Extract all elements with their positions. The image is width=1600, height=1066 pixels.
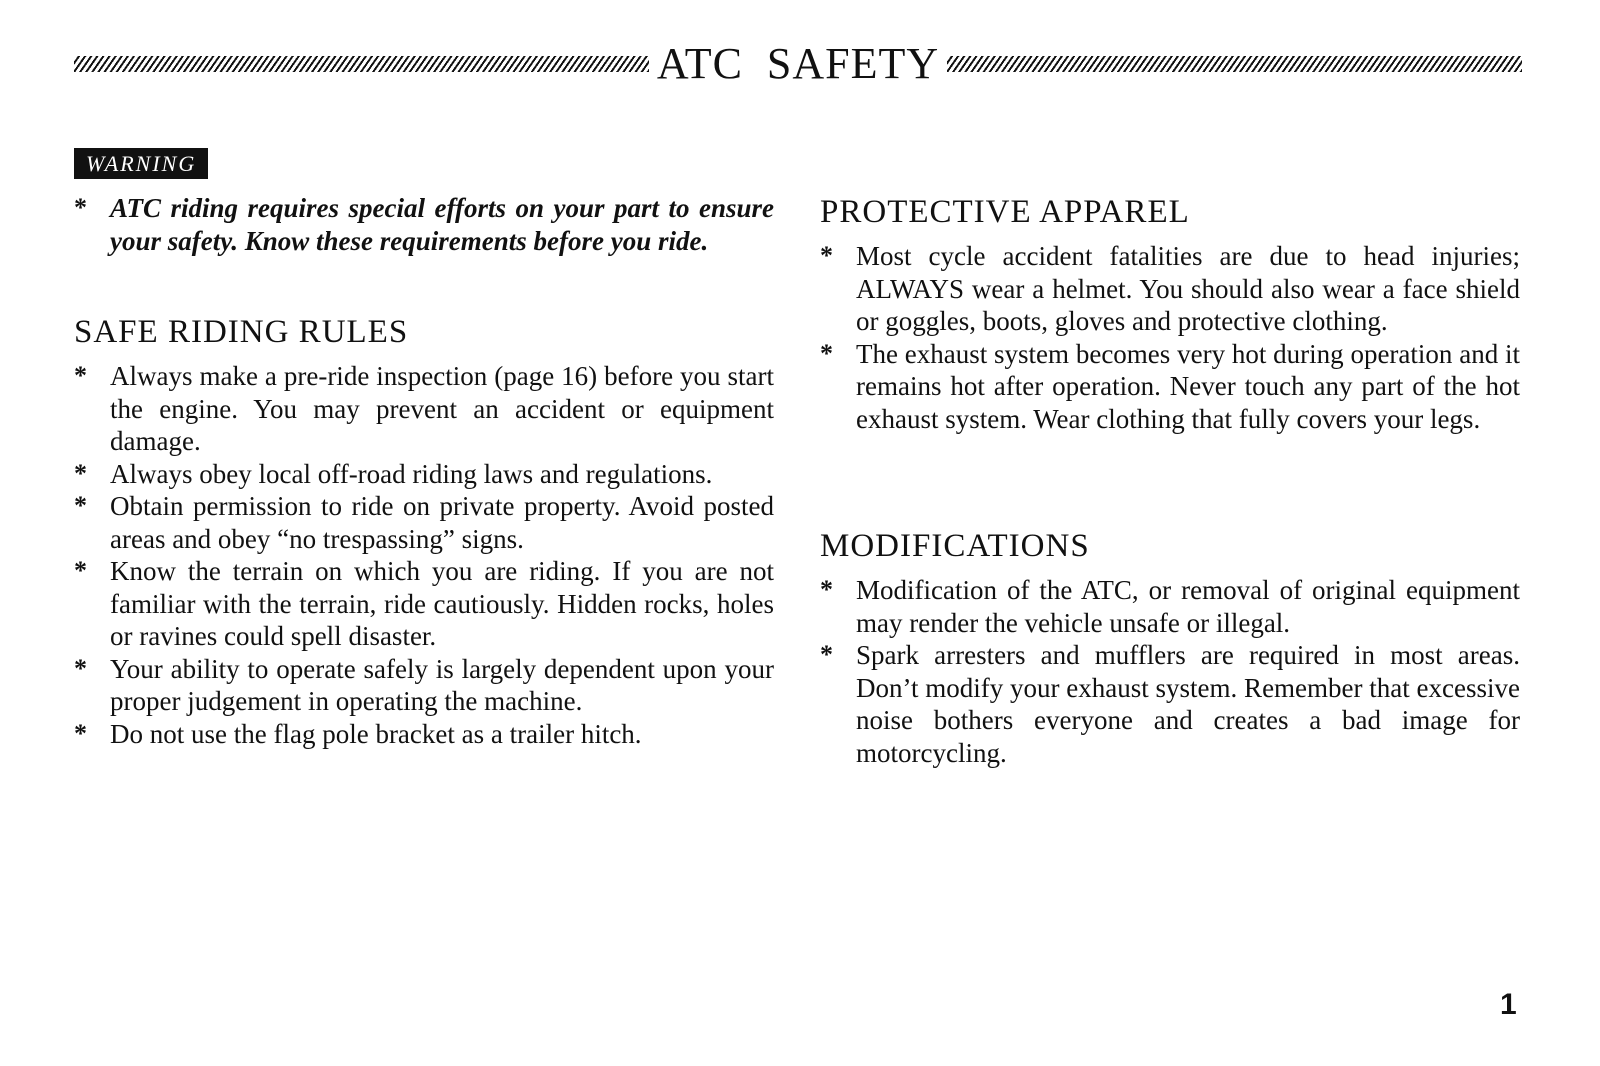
apparel-text: Most cycle accident fatalities are due to head injuries; ALWAYS wear a helmet. You should also wear a face shield or goggles, boots, gloves and protective clothing.: [856, 241, 1520, 336]
modification-text: Spark arresters and mufflers are required in most areas. Don’t modify your exhaust system. Remember that excessive noise bothers everyone and creates a bad image for motorcycling.: [856, 640, 1520, 768]
rule-text: Your ability to operate safely is largely dependent upon your proper judgement in operating the machine.: [110, 653, 774, 716]
rule-text: Know the terrain on which you are riding. If you are not familiar with the terrain, ride cautiously. Hidden rocks, holes or ravines could spell disaster.: [110, 556, 774, 651]
warning-badge: WARNING: [74, 148, 208, 179]
modifications-heading: MODIFICATIONS: [820, 528, 1090, 564]
warning-item: [74, 192, 774, 257]
header-hatch-right: [947, 56, 1522, 72]
page-number: 1: [1500, 988, 1517, 1021]
modifications-list: [820, 574, 1520, 769]
bullet-star: *: [74, 458, 87, 488]
page-title: ATC SAFETY: [656, 39, 940, 88]
list-item: [820, 574, 1520, 639]
bullet-star: *: [74, 491, 87, 520]
safe-riding-rules-heading: SAFE RIDING RULES: [74, 314, 409, 350]
rule-text: Obtain permission to ride on private property. Avoid posted areas and obey “no trespassing” signs.: [110, 491, 774, 554]
warning-text: ATC riding requires special efforts on your part to ensure your safety. Know these requirements before you ride.: [110, 193, 774, 256]
rule-text: Always make a pre-ride inspection (page 16) before you start the engine. You may prevent an accident or equipment damage.: [110, 361, 774, 456]
list-item: [74, 458, 774, 491]
protective-apparel-list: [820, 240, 1520, 435]
header-hatch-left: [74, 56, 649, 72]
list-item: [74, 490, 774, 555]
safe-riding-rules-list: [74, 360, 774, 750]
list-item: [74, 555, 774, 653]
warning-list: [74, 192, 774, 257]
modification-text: Modification of the ATC, or removal of original equipment may render the vehicle unsafe or illegal.: [856, 575, 1520, 638]
bullet-star: *: [74, 556, 87, 585]
bullet-star: *: [74, 718, 87, 748]
list-item: [820, 338, 1520, 436]
list-item: [74, 360, 774, 458]
bullet-star: *: [820, 338, 833, 368]
bullet-star: *: [74, 653, 87, 683]
page-header: [74, 34, 1522, 94]
bullet-star: *: [820, 640, 833, 669]
list-item: [74, 653, 774, 718]
bullet-star: *: [820, 241, 833, 270]
list-item: [74, 718, 774, 751]
list-item: [820, 639, 1520, 769]
bullet-star: *: [74, 361, 87, 390]
bullet-star: *: [74, 193, 87, 222]
protective-apparel-heading: PROTECTIVE APPAREL: [820, 194, 1190, 230]
list-item: [820, 240, 1520, 338]
rule-text: Always obey local off-road riding laws and regulations.: [110, 458, 713, 489]
apparel-text: The exhaust system becomes very hot during operation and it remains hot after operation. Never touch any part of the hot exhaust system. Wear clothing that fully covers your legs.: [856, 338, 1520, 434]
bullet-star: *: [820, 575, 833, 604]
rule-text: Do not use the flag pole bracket as a trailer hitch.: [110, 718, 642, 749]
